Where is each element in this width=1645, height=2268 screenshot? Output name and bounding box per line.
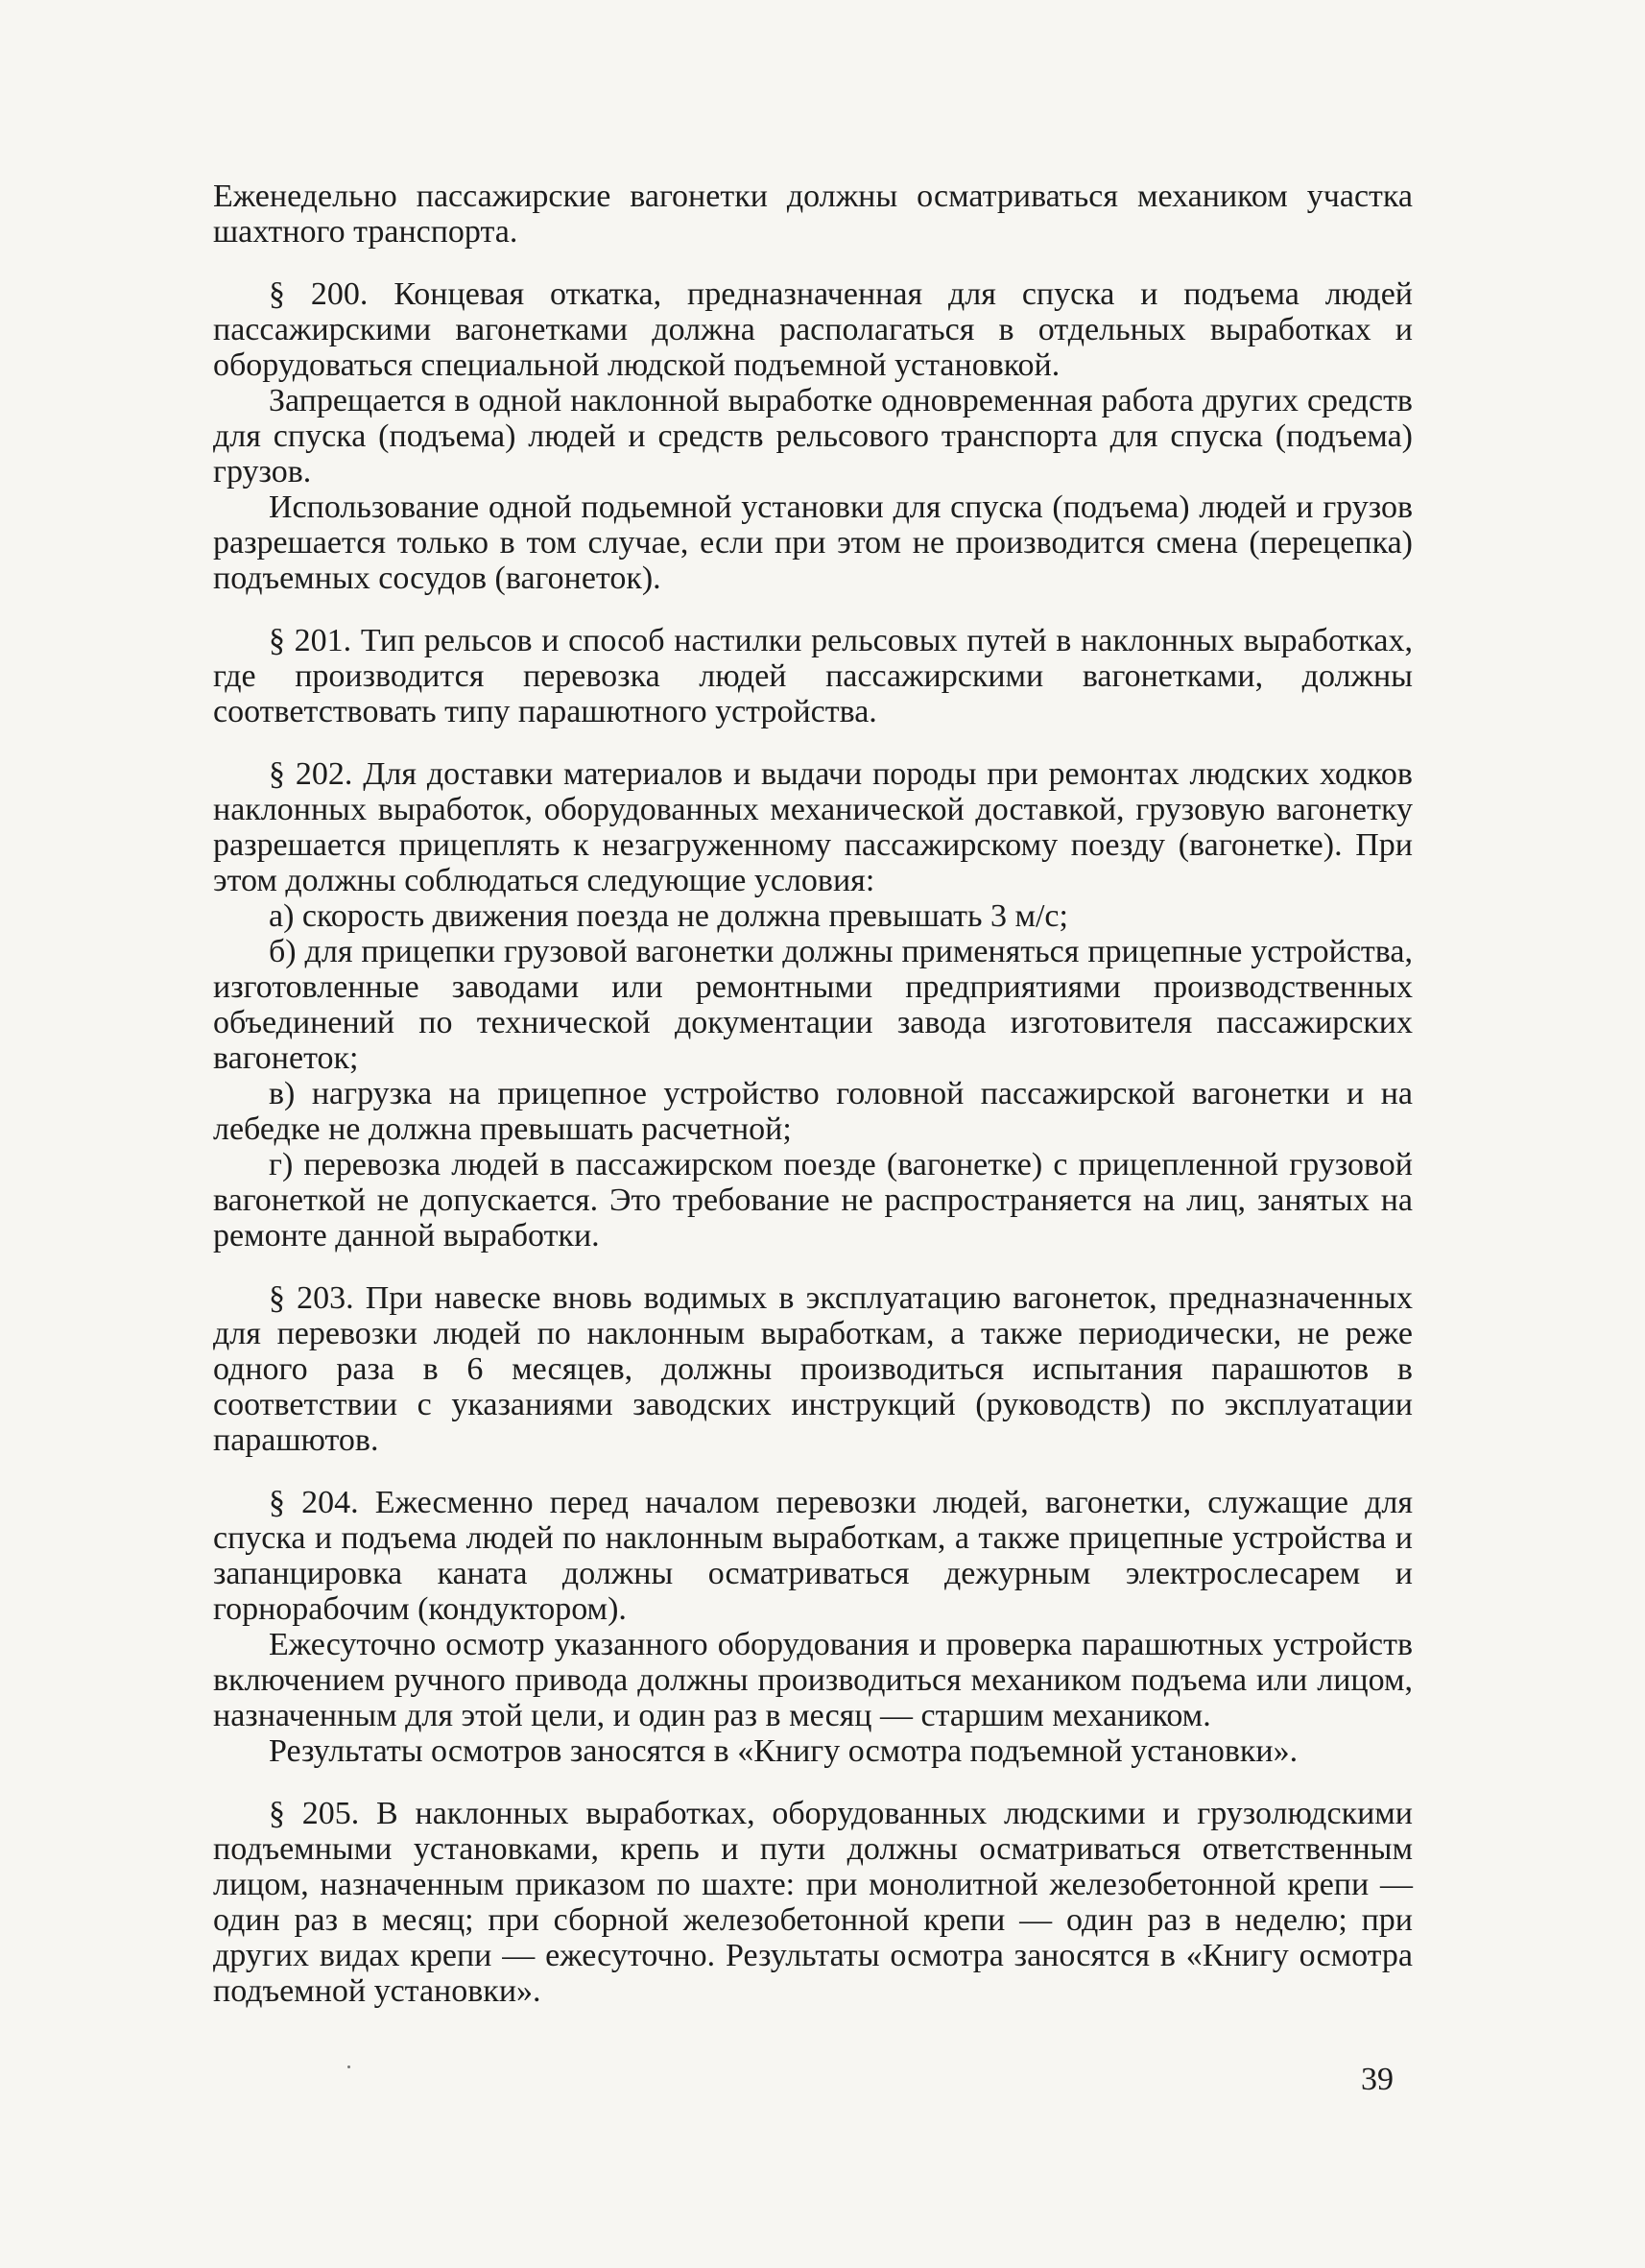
paragraph-200-usage: Использование одной подьемной установки для спуска (подъема) людей и грузов разрешается только в том случае, если при этом не производится смена (перецепка) подъемных сосудов (вагонеток). [213, 489, 1413, 596]
paragraph-204-daily: Ежесуточно осмотр указанного оборудования и проверка парашютных устройств включением ручного привода должны производиться механиком подъема или лицом, назначенным для этой цели, и один раз в месяц — старшим механиком. [213, 1627, 1413, 1733]
print-speck [347, 2065, 350, 2068]
paragraph-202-item-a: а) скорость движения поезда не должна превышать 3 м/с; [269, 898, 1068, 934]
paragraph-204: § 204. Ежесменно перед началом перевозки людей, вагонетки, служащие для спуска и подъема людей по наклонным выработкам, а также прицепные устройства и запанцировка каната должны осматриваться дежурным электрослесарем и горнорабочим (кондуктором). [213, 1485, 1413, 1627]
paragraph-203: § 203. При навеске вновь водимых в эксплуатацию вагонеток, предназначенных для перевозки людей по наклонным выработкам, а также периодически, не реже одного раза в 6 месяцев, должны производиться испытания парашютов в соответствии с указаниями заводских инструкций (руководств) по эксплуатации парашютов. [213, 1280, 1413, 1458]
paragraph-200: § 200. Концевая откатка, предназначенная для спуска и подъема людей пассажирскими вагонетками должна располагаться в отдельных выработках и оборудоваться специальной людской подъемной установкой. [213, 276, 1413, 383]
paragraph-200-prohibition: Запрещается в одной наклонной выработке одновременная работа других средств для спуска (подъема) людей и средств рельсового транспорта для спуска (подъема) грузов. [213, 383, 1413, 489]
paragraph-202: § 202. Для доставки материалов и выдачи породы при ремонтах людских ходков наклонных выработок, оборудованных механической доставкой, грузовую вагонетку разрешается прицеплять к незагруженному пассажирскому поезду (вагонетке). При этом должны соблюдаться следующие условия: [213, 756, 1413, 898]
page-number: 39 [1361, 2062, 1394, 2097]
paragraph-weekly-inspection: Еженедельно пассажирские вагонетки должны осматриваться механиком участка шахтного транспорта. [213, 179, 1413, 250]
paragraph-201: § 201. Тип рельсов и способ настилки рельсовых путей в наклонных выработках, где производится перевозка людей пассажирскими вагонетками, должны соответствовать типу парашютного устройства. [213, 623, 1413, 729]
paragraph-205: § 205. В наклонных выработках, оборудованных людскими и грузолюдскими подъемными установками, крепь и пути должны осматриваться ответственным лицом, назначенным приказом по шахте: при монолитной железобетонной крепи — один раз в месяц; при сборной железобетонной крепи — один раз в неделю; при других видах крепи — ежесуточно. Результаты осмотра заносятся в «Книгу осмотра подъемной установки». [213, 1796, 1413, 2009]
paragraph-204-results: Результаты осмотров заносятся в «Книгу осмотра подъемной установки». [269, 1733, 1299, 1769]
paragraph-202-item-b: б) для прицепки грузовой вагонетки должны применяться прицепные устройства, изготовленные заводами или ремонтными предприятиями производственных объединений по технической документации завода изготовителя пассажирских вагонеток; [213, 934, 1413, 1076]
paragraph-202-item-v: в) нагрузка на прицепное устройство головной пассажирской вагонетки и на лебедке не должна превышать расчетной; [213, 1076, 1413, 1147]
body-text [213, 179, 1413, 2009]
paragraph-202-item-g: г) перевозка людей в пассажирском поезде (вагонетке) с прицепленной грузовой вагонеткой не допускается. Это требование не распространяется на лиц, занятых на ремонте данной выработки. [213, 1147, 1413, 1253]
